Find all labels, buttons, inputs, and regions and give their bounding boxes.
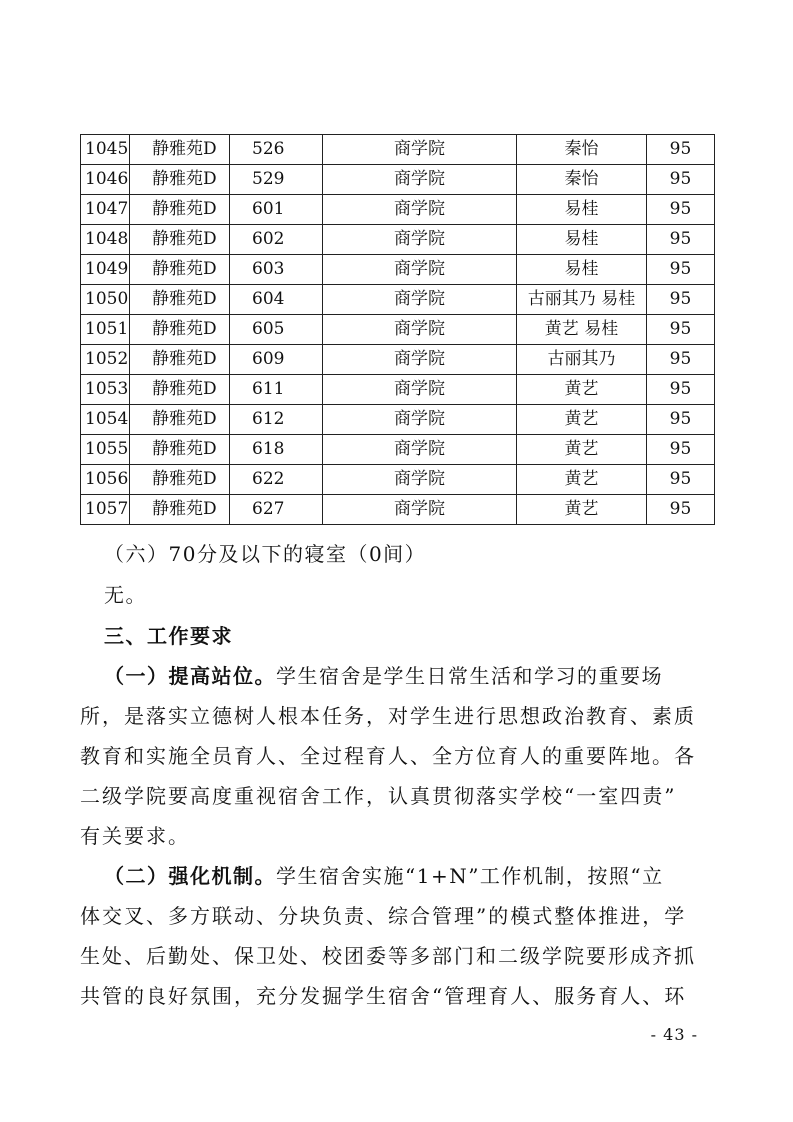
table-row	[81, 225, 715, 255]
table-row	[81, 165, 715, 195]
para-1-line-3: 教育和实施全员育人、全过程育人、全方位育人的重要阵地。各	[80, 744, 696, 768]
cell-room: 601	[230, 195, 323, 225]
cell-room: 627	[230, 495, 323, 525]
cell-building: 静雅苑D	[130, 495, 230, 525]
cell-room: 605	[230, 315, 323, 345]
cell-building: 静雅苑D	[130, 465, 230, 495]
table-row	[81, 135, 715, 165]
cell-room: 618	[230, 435, 323, 465]
cell-building: 静雅苑D	[130, 255, 230, 285]
table-row	[81, 195, 715, 225]
section-3-heading: 三、工作要求	[104, 624, 233, 648]
para-1-line-1	[104, 660, 694, 689]
cell-building: 静雅苑D	[130, 375, 230, 405]
cell-number: 1055	[81, 435, 130, 465]
cell-number: 1049	[81, 255, 130, 285]
cell-college: 商学院	[323, 135, 517, 165]
cell-room: 612	[230, 405, 323, 435]
para-2-line-2: 体交叉、多方联动、分块负责、综合管理”的模式整体推进，学	[80, 904, 687, 928]
para-2-line-3: 生处、后勤处、保卫处、校团委等多部门和二级学院要形成齐抓	[80, 944, 696, 968]
cell-number: 1054	[81, 405, 130, 435]
cell-building: 静雅苑D	[130, 315, 230, 345]
para-1-line-5: 有关要求。	[80, 824, 190, 848]
cell-teacher: 黄艺	[517, 405, 647, 435]
cell-college: 商学院	[323, 435, 517, 465]
cell-score: 95	[647, 315, 715, 345]
cell-teacher: 秦怡	[517, 165, 647, 195]
cell-score: 95	[647, 285, 715, 315]
cell-building: 静雅苑D	[130, 435, 230, 465]
section-6-heading: （六）70分及以下的寝室（0间）	[104, 542, 427, 566]
cell-room: 611	[230, 375, 323, 405]
cell-college: 商学院	[323, 165, 517, 195]
table-row	[81, 285, 715, 315]
cell-teacher: 黄艺	[517, 435, 647, 465]
cell-teacher: 秦怡	[517, 135, 647, 165]
table-row	[81, 495, 715, 525]
cell-number: 1047	[81, 195, 130, 225]
cell-college: 商学院	[323, 195, 517, 225]
cell-teacher: 黄艺	[517, 465, 647, 495]
cell-teacher: 易桂	[517, 225, 647, 255]
cell-building: 静雅苑D	[130, 405, 230, 435]
cell-teacher: 黄艺	[517, 375, 647, 405]
table-row	[81, 435, 715, 465]
cell-score: 95	[647, 225, 715, 255]
cell-college: 商学院	[323, 465, 517, 495]
cell-room: 529	[230, 165, 323, 195]
para-1-line-4: 二级学院要高度重视宿舍工作，认真贯彻落实学校“一室四责”	[80, 784, 677, 808]
cell-room: 622	[230, 465, 323, 495]
table-body	[81, 135, 715, 525]
cell-college: 商学院	[323, 405, 517, 435]
cell-building: 静雅苑D	[130, 285, 230, 315]
cell-score: 95	[647, 345, 715, 375]
cell-teacher: 黄艺 易桂	[517, 315, 647, 345]
cell-number: 1051	[81, 315, 130, 345]
para-2-line-4: 共管的良好氛围，充分发掘学生宿舍“管理育人、服务育人、环	[80, 984, 687, 1008]
table-row	[81, 255, 715, 285]
cell-building: 静雅苑D	[130, 135, 230, 165]
cell-building: 静雅苑D	[130, 195, 230, 225]
cell-teacher: 黄艺	[517, 495, 647, 525]
cell-number: 1046	[81, 165, 130, 195]
para-2-text: 学生宿舍实施“1+N”工作机制，按照“立	[276, 864, 664, 888]
cell-number: 1050	[81, 285, 130, 315]
cell-teacher: 古丽其乃	[517, 345, 647, 375]
cell-room: 603	[230, 255, 323, 285]
table-row	[81, 465, 715, 495]
para-1-lead: （一）提高站位。	[104, 664, 276, 688]
page-number: - 43 -	[650, 1025, 698, 1044]
cell-number: 1057	[81, 495, 130, 525]
cell-score: 95	[647, 195, 715, 225]
cell-teacher: 古丽其乃 易桂	[517, 285, 647, 315]
cell-room: 609	[230, 345, 323, 375]
cell-building: 静雅苑D	[130, 225, 230, 255]
para-1-text: 学生宿舍是学生日常生活和学习的重要场	[276, 664, 663, 688]
cell-score: 95	[647, 255, 715, 285]
cell-number: 1053	[81, 375, 130, 405]
cell-college: 商学院	[323, 495, 517, 525]
para-2-lead: （二）强化机制。	[104, 864, 276, 888]
cell-room: 602	[230, 225, 323, 255]
para-2-line-1	[104, 860, 694, 889]
cell-college: 商学院	[323, 255, 517, 285]
para-1-line-2: 所，是落实立德树人根本任务，对学生进行思想政治教育、素质	[80, 704, 696, 728]
cell-teacher: 易桂	[517, 195, 647, 225]
cell-room: 526	[230, 135, 323, 165]
table-row	[81, 375, 715, 405]
cell-score: 95	[647, 135, 715, 165]
cell-college: 商学院	[323, 345, 517, 375]
cell-number: 1052	[81, 345, 130, 375]
cell-room: 604	[230, 285, 323, 315]
cell-score: 95	[647, 435, 715, 465]
cell-number: 1048	[81, 225, 130, 255]
cell-college: 商学院	[323, 285, 517, 315]
cell-score: 95	[647, 375, 715, 405]
cell-college: 商学院	[323, 315, 517, 345]
cell-college: 商学院	[323, 225, 517, 255]
cell-score: 95	[647, 495, 715, 525]
table-row	[81, 345, 715, 375]
cell-number: 1056	[81, 465, 130, 495]
cell-teacher: 易桂	[517, 255, 647, 285]
cell-score: 95	[647, 405, 715, 435]
cell-number: 1045	[81, 135, 130, 165]
cell-building: 静雅苑D	[130, 165, 230, 195]
table-row	[81, 405, 715, 435]
cell-college: 商学院	[323, 375, 517, 405]
table-row	[81, 315, 715, 345]
cell-score: 95	[647, 165, 715, 195]
dorm-score-table	[80, 134, 715, 525]
cell-building: 静雅苑D	[130, 345, 230, 375]
section-6-body: 无。	[104, 583, 147, 607]
cell-score: 95	[647, 465, 715, 495]
